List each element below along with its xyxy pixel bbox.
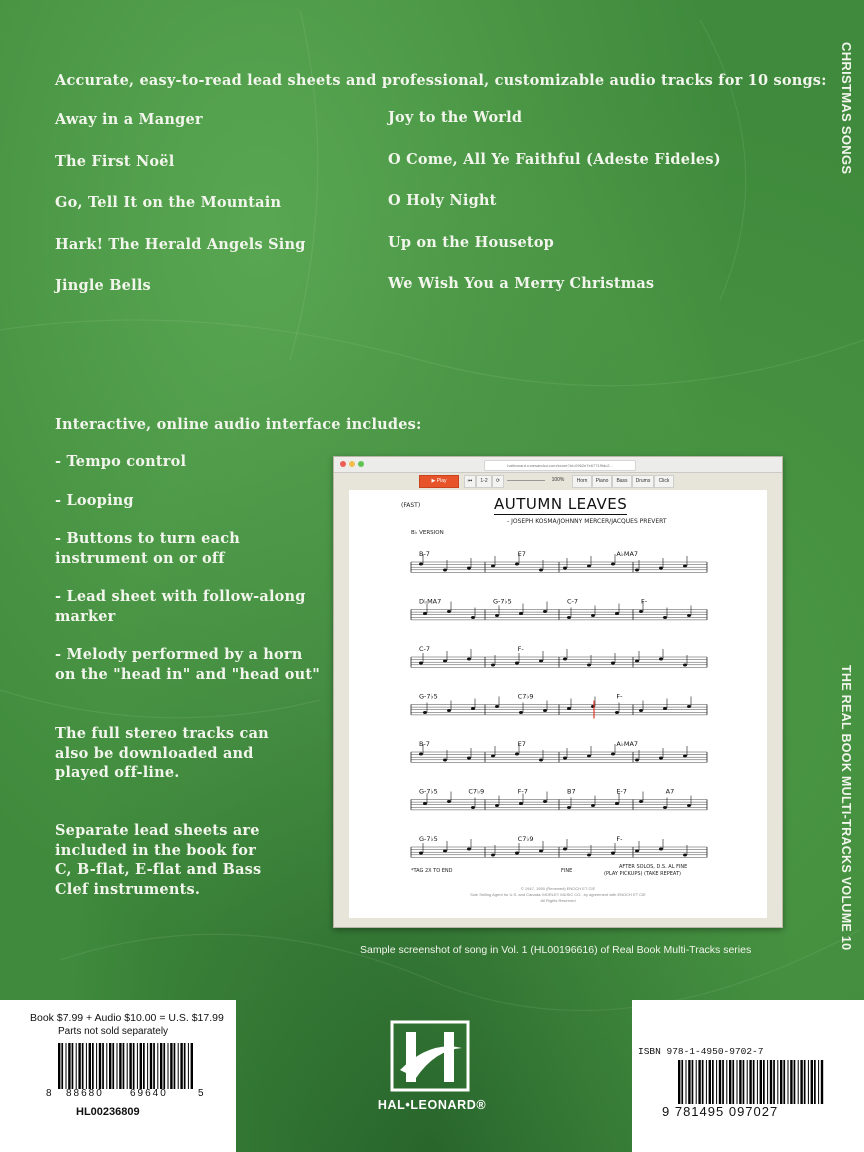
note-head xyxy=(491,565,495,568)
note-head xyxy=(563,567,567,570)
rewind-button: ⏮ xyxy=(464,475,476,488)
note-head xyxy=(443,569,447,572)
isbn-box xyxy=(632,1000,864,1152)
chord-symbol: D♭MA7 xyxy=(419,597,442,606)
note-head xyxy=(471,616,475,619)
barcode-bar xyxy=(749,1060,751,1104)
note-head xyxy=(491,854,495,857)
chord-symbol: C7♭9 xyxy=(517,835,534,843)
intro-text: Accurate, easy-to-read lead sheets and professional, customizable audio tracks for 10 songs: xyxy=(55,72,827,89)
chord-symbol: A♭MA7 xyxy=(616,740,639,748)
barcode-bar xyxy=(96,1043,97,1089)
barcode-bar xyxy=(788,1060,789,1104)
song-title: The First Noël xyxy=(55,152,175,170)
note-head xyxy=(543,800,547,803)
barcode-bar xyxy=(773,1060,775,1104)
feature-list xyxy=(55,452,325,703)
note-head xyxy=(543,610,547,613)
note-head xyxy=(495,705,499,708)
song-title: Up on the Housetop xyxy=(388,233,555,251)
barcode-bar xyxy=(763,1060,765,1104)
note-head xyxy=(443,660,447,663)
song-title-heading: AUTUMN LEAVES xyxy=(494,495,628,513)
upc-digit: 8 xyxy=(46,1088,52,1099)
chord-symbol: E7 xyxy=(517,740,526,748)
note-head xyxy=(447,800,451,803)
note-head xyxy=(515,662,519,665)
chord-symbol: F- xyxy=(616,835,623,843)
note-head xyxy=(567,707,571,710)
note-head xyxy=(443,759,447,762)
barcode-bar xyxy=(726,1060,727,1104)
note-head xyxy=(515,852,519,855)
note-head xyxy=(659,567,663,570)
barcode-bar xyxy=(112,1043,114,1089)
ds-instruction: AFTER SOLOS, D.S. AL FINE xyxy=(619,864,688,870)
barcode-bar xyxy=(157,1043,158,1089)
note-head xyxy=(467,848,471,851)
barcode-bar xyxy=(78,1043,80,1089)
note-head xyxy=(687,705,691,708)
product-code: HL00236809 xyxy=(76,1106,140,1118)
song-title: Jingle Bells xyxy=(55,277,151,294)
barcode-bar xyxy=(821,1060,823,1104)
note-head xyxy=(419,563,423,566)
chord-symbol: C-7 xyxy=(567,597,579,606)
barcode-bar xyxy=(757,1060,758,1104)
pickup-instruction: (PLAY PICKUPS) (TAKE REPEAT) xyxy=(604,871,681,877)
barcode-bar xyxy=(72,1043,74,1089)
barcode-bar xyxy=(82,1043,84,1089)
barcode-bar xyxy=(770,1060,772,1104)
note-head xyxy=(663,806,667,809)
minimize-dot-icon xyxy=(349,461,355,467)
barcode-bar xyxy=(123,1043,125,1089)
note-head xyxy=(467,567,471,570)
note-head xyxy=(491,664,495,667)
upc-digits: 88680 xyxy=(66,1088,104,1099)
spine-volume-title: THE REAL BOOK MULTI-TRACKS VOLUME 10 xyxy=(839,665,853,951)
note-head xyxy=(587,664,591,667)
note-head xyxy=(639,610,643,613)
barcode-bar xyxy=(58,1043,60,1089)
note-head xyxy=(635,850,639,853)
barcode-bar xyxy=(92,1043,94,1089)
note-head xyxy=(591,614,595,617)
chord-symbol: G-7♭5 xyxy=(419,835,438,843)
publisher-name: HAL•LEONARD® xyxy=(377,1098,487,1112)
download-note: The full stereo tracks can also be downloaded and played off-line. xyxy=(55,725,269,781)
barcode-bar xyxy=(760,1060,762,1104)
barcode-bar xyxy=(688,1060,690,1104)
feature-item: - Lead sheet with follow-along marker xyxy=(55,588,306,625)
music-staves xyxy=(349,490,767,918)
note-head xyxy=(587,854,591,857)
barcode-bar xyxy=(140,1043,142,1089)
barcode-bar xyxy=(66,1043,67,1089)
note-head xyxy=(659,848,663,851)
upc-digit: 5 xyxy=(198,1088,204,1099)
barcode-bar xyxy=(191,1043,193,1089)
note-head xyxy=(563,848,567,851)
barcode-bar xyxy=(119,1043,121,1089)
barcode-bar xyxy=(804,1060,806,1104)
note-head xyxy=(587,755,591,758)
barcode-bar xyxy=(753,1060,755,1104)
note-head xyxy=(635,759,639,762)
version-label: B♭ VERSION xyxy=(411,530,444,536)
note-head xyxy=(563,658,567,661)
barcode-bar xyxy=(702,1060,704,1104)
note-head xyxy=(567,806,571,809)
note-head xyxy=(423,612,427,615)
barcode-bar xyxy=(109,1043,111,1089)
sample-screenshot-window xyxy=(333,456,783,928)
tempo-value: 100% xyxy=(551,477,565,483)
upc-digits: 69640 xyxy=(130,1088,168,1099)
barcode-bar xyxy=(86,1043,87,1089)
barcode-bar xyxy=(686,1060,687,1104)
barcode-bar xyxy=(678,1060,680,1104)
barcode-bar xyxy=(783,1060,785,1104)
note-head xyxy=(663,616,667,619)
chord-symbol: F- xyxy=(616,692,623,701)
barcode-bar xyxy=(143,1043,145,1089)
barcode-bar xyxy=(133,1043,135,1089)
tempo-slider xyxy=(507,480,545,481)
barcode-bar xyxy=(174,1043,176,1089)
note-head xyxy=(683,664,687,667)
chord-symbol: G-7♭5 xyxy=(493,597,512,606)
note-head xyxy=(635,569,639,572)
note-head xyxy=(539,569,543,572)
note-head xyxy=(687,804,691,807)
note-head xyxy=(539,660,543,663)
note-head xyxy=(471,806,475,809)
barcode-bar xyxy=(716,1060,717,1104)
barcode-bar xyxy=(150,1043,152,1089)
barcode-bar xyxy=(89,1043,91,1089)
note-head xyxy=(447,610,451,613)
barcode-bar xyxy=(117,1043,118,1089)
barcode-bar xyxy=(818,1060,819,1104)
hal-leonard-logo-icon xyxy=(390,1020,470,1092)
browser-titlebar xyxy=(334,457,782,473)
note-head xyxy=(447,709,451,712)
note-head xyxy=(495,804,499,807)
chord-symbol: F- xyxy=(517,645,524,653)
parts-note: Parts not sold separately xyxy=(58,1026,169,1037)
note-head xyxy=(639,800,643,803)
barcode-bar xyxy=(739,1060,741,1104)
barcode-bar xyxy=(747,1060,748,1104)
barcode-bar xyxy=(692,1060,694,1104)
note-head xyxy=(539,759,543,762)
barcode-bar xyxy=(767,1060,768,1104)
barcode-bar xyxy=(706,1060,707,1104)
player-toolbar xyxy=(419,475,679,487)
fine-mark: FINE xyxy=(561,868,573,874)
barcode-bar xyxy=(76,1043,77,1089)
note-head xyxy=(471,707,475,710)
chord-symbol: B7 xyxy=(567,787,576,796)
copyright-line: All Rights Reserved xyxy=(540,898,576,903)
barcode-bar xyxy=(798,1060,799,1104)
note-head xyxy=(495,614,499,617)
barcode-bar xyxy=(170,1043,172,1089)
note-head xyxy=(519,612,523,615)
barcode-bar xyxy=(800,1060,802,1104)
chord-symbol: A♭MA7 xyxy=(616,550,639,558)
barcode-bar xyxy=(743,1060,745,1104)
feature-item: - Tempo control xyxy=(55,453,187,470)
barcode-bar xyxy=(696,1060,697,1104)
feature-item: - Looping xyxy=(55,491,134,509)
barcode-bar xyxy=(811,1060,813,1104)
chord-symbol: G-7♭5 xyxy=(419,692,438,701)
song-title: O Come, All Ye Faithful (Adeste Fideles) xyxy=(388,150,721,168)
bass-toggle: Bass xyxy=(612,475,632,488)
barcode-bar xyxy=(106,1043,107,1089)
note-head xyxy=(419,753,423,756)
feature-item: - Buttons to turn each instrument on or off xyxy=(55,530,240,567)
note-head xyxy=(419,662,423,665)
chord-symbol: E7 xyxy=(517,550,526,558)
note-head xyxy=(467,757,471,760)
note-head xyxy=(683,854,687,857)
lead-sheet xyxy=(349,490,767,918)
composer-credits: - JOSEPH KOSMA/JOHNNY MERCER/JACQUES PREVERT xyxy=(507,518,667,525)
note-head xyxy=(615,711,619,714)
copyright-line: © 1947, 1950 (Renewed) ENOCH ET CIE xyxy=(520,886,596,891)
lead-sheet-note: Separate lead sheets are included in the book for C, B-flat, E-flat and Bass Clef instruments. xyxy=(55,822,262,898)
note-head xyxy=(423,711,427,714)
note-head xyxy=(519,711,523,714)
barcode-bar xyxy=(178,1043,179,1089)
note-head xyxy=(591,804,595,807)
price-line: Book $7.99 + Audio $10.00 = U.S. $17.99 xyxy=(30,1012,224,1024)
barcode-bar xyxy=(681,1060,683,1104)
note-head xyxy=(615,612,619,615)
note-head xyxy=(663,707,667,710)
note-head xyxy=(491,755,495,758)
song-title: Go, Tell It on the Mountain xyxy=(55,194,282,211)
play-button: ▶ Play xyxy=(419,475,459,488)
piano-toggle: Piano xyxy=(592,475,612,488)
song-list-right xyxy=(388,108,721,316)
note-head xyxy=(615,802,619,805)
chord-symbol: G-7♭5 xyxy=(419,787,438,796)
feature-item: - Melody performed by a horn on the "head in" and "head out" xyxy=(55,646,321,683)
note-head xyxy=(467,658,471,661)
barcode-bar xyxy=(188,1043,189,1089)
song-title: Hark! The Herald Angels Sing xyxy=(55,235,306,253)
count-in-button: 1-2 xyxy=(476,475,492,488)
barcode-bar xyxy=(808,1060,809,1104)
note-head xyxy=(563,757,567,760)
copyright-line: Sole Selling Agent for U.S. and Canada: MORLEY MUSIC CO., by agreement with ENOCH ET CIE xyxy=(470,892,646,897)
publisher-logo xyxy=(352,1020,512,1120)
chord-symbol: F-7 xyxy=(517,787,528,796)
price-box xyxy=(0,1000,236,1152)
barcode-bar xyxy=(137,1043,138,1089)
note-head xyxy=(639,709,643,712)
chord-symbol: E-7 xyxy=(616,787,627,796)
note-head xyxy=(659,658,663,661)
barcode-bar xyxy=(794,1060,796,1104)
barcode-bar xyxy=(698,1060,700,1104)
close-dot-icon xyxy=(340,461,346,467)
barcode-bar xyxy=(168,1043,169,1089)
note-head xyxy=(611,852,615,855)
chord-symbol: C7♭9 xyxy=(517,692,534,701)
features-heading: Interactive, online audio interface includes: xyxy=(55,416,422,433)
barcode-bar xyxy=(737,1060,738,1104)
barcode-bar xyxy=(732,1060,734,1104)
barcode-bar xyxy=(180,1043,182,1089)
chord-symbol: F- xyxy=(641,597,648,606)
note-head xyxy=(683,565,687,568)
note-head xyxy=(635,660,639,663)
barcode-bar xyxy=(127,1043,128,1089)
note-head xyxy=(515,563,519,566)
barcode-bar xyxy=(163,1043,165,1089)
song-title: O Holy Night xyxy=(388,192,497,209)
note-head xyxy=(611,753,615,756)
note-head xyxy=(567,616,571,619)
barcode-bar xyxy=(814,1060,816,1104)
barcode-bar xyxy=(712,1060,714,1104)
note-head xyxy=(587,565,591,568)
isbn-label: ISBN 978-1-4950-9702-7 xyxy=(638,1046,764,1057)
upc-barcode xyxy=(56,1043,196,1091)
maximize-dot-icon xyxy=(358,461,364,467)
song-list-left xyxy=(55,110,306,318)
barcode-bar xyxy=(61,1043,63,1089)
note-head xyxy=(519,802,523,805)
barcode-bar xyxy=(153,1043,155,1089)
tempo-mark: (FAST) xyxy=(401,502,421,509)
note-head xyxy=(543,709,547,712)
note-head xyxy=(683,755,687,758)
barcode-bar xyxy=(780,1060,782,1104)
chord-symbol: B-7 xyxy=(419,550,430,558)
note-head xyxy=(419,852,423,855)
barcode-bar xyxy=(722,1060,724,1104)
tag-instruction: *TAG 2X TO END xyxy=(411,868,453,874)
horn-toggle: Horn xyxy=(572,475,592,488)
chord-symbol: C7♭9 xyxy=(468,787,485,796)
spine-series-title: CHRISTMAS SONGS xyxy=(839,42,854,175)
chord-symbol: A7 xyxy=(665,787,675,796)
barcode-bar xyxy=(729,1060,731,1104)
barcode-bar xyxy=(719,1060,721,1104)
note-head xyxy=(659,757,663,760)
isbn-barcode xyxy=(676,1060,826,1106)
drums-toggle: Drums xyxy=(632,475,654,488)
note-head xyxy=(515,753,519,756)
note-head xyxy=(687,614,691,617)
note-head xyxy=(539,850,543,853)
chord-symbol: C-7 xyxy=(419,645,431,653)
barcode-bar xyxy=(102,1043,104,1089)
note-head xyxy=(443,850,447,853)
note-head xyxy=(611,563,615,566)
address-bar: halleonard.runesandco.com/score?id=0962e7e6771f9dc2... xyxy=(484,460,636,471)
song-title: Away in a Manger xyxy=(55,111,203,128)
note-head xyxy=(423,802,427,805)
note-head xyxy=(611,662,615,665)
song-title: We Wish You a Merry Christmas xyxy=(388,275,655,292)
barcode-bar xyxy=(709,1060,711,1104)
barcode-bar xyxy=(184,1043,186,1089)
isbn-digits: 9 781495 097027 xyxy=(662,1104,779,1119)
screenshot-caption: Sample screenshot of song in Vol. 1 (HL00196616) of Real Book Multi-Tracks series xyxy=(360,944,752,956)
barcode-bar xyxy=(777,1060,778,1104)
click-toggle: Click xyxy=(654,475,674,488)
song-title: Joy to the World xyxy=(388,109,523,126)
barcode-bar xyxy=(129,1043,131,1089)
barcode-bar xyxy=(160,1043,162,1089)
chord-symbol: B-7 xyxy=(419,740,430,748)
barcode-bar xyxy=(147,1043,148,1089)
barcode-bar xyxy=(99,1043,101,1089)
loop-button: ⟳ xyxy=(492,475,504,488)
barcode-bar xyxy=(68,1043,70,1089)
barcode-bar xyxy=(790,1060,792,1104)
